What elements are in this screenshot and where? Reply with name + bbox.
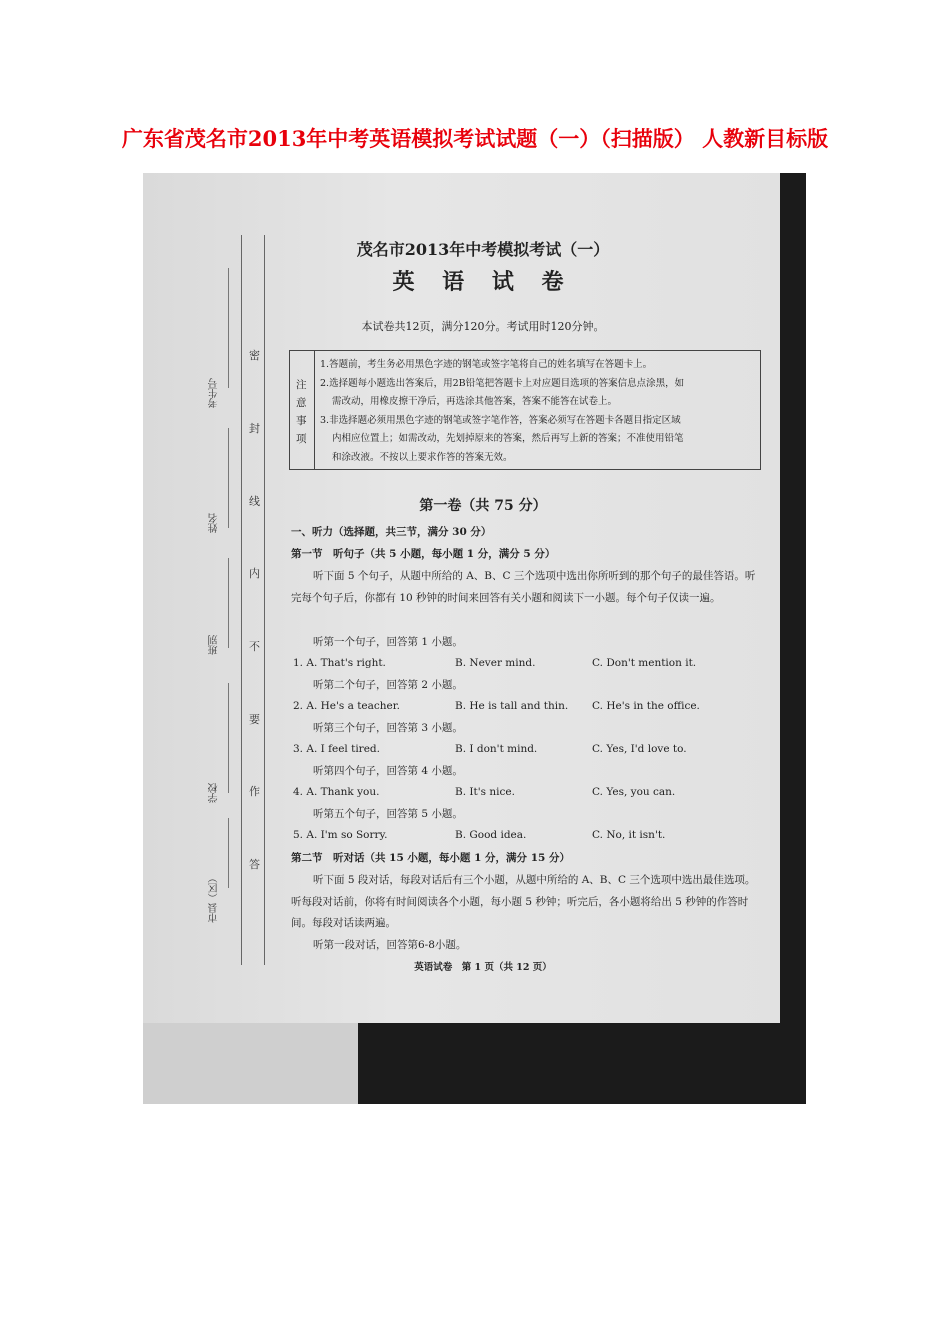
- field-label-school: 学校: [209, 783, 220, 803]
- option-a: 5. A. I'm so Sorry.: [293, 829, 388, 841]
- option-b: B. It's nice.: [455, 786, 515, 798]
- seal-char: 密: [249, 349, 260, 362]
- notice-rule-line: 内相应位置上；如需改动，先划掉原来的答案，然后再写上新的答案；不准使用铅笔: [332, 433, 684, 444]
- exam-title: 茂名市2013年中考模拟考试（一）: [356, 240, 610, 259]
- option-b: B. Never mind.: [455, 657, 536, 669]
- notice-rule-line: 1.答题前，考生务必用黑色字迹的钢笔或签字笔将自己的姓名填写在答题卡上。: [320, 359, 653, 370]
- field-label-student-number: 考生号: [209, 378, 220, 408]
- notice-label: [290, 351, 315, 469]
- section2-prompt: 听第一段对话，回答第6-8小题。: [313, 939, 467, 951]
- field-line-class: [228, 558, 229, 648]
- question-prompt: 听第一个句子，回答第 1 小题。: [313, 636, 463, 648]
- field-label-name: 姓名: [209, 513, 220, 533]
- option-b: B. Good idea.: [455, 829, 527, 841]
- seal-char: 不: [249, 640, 260, 653]
- field-line-school: [228, 683, 229, 793]
- notice-box: [289, 350, 761, 470]
- option-a: 4. A. Thank you.: [293, 786, 380, 798]
- page-footer: 英语试卷 第 1 页（共 12 页）: [414, 962, 552, 973]
- question-prompt: 听第三个句子，回答第 3 小题。: [313, 722, 463, 734]
- question-prompt: 听第四个句子，回答第 4 小题。: [313, 765, 463, 777]
- seal-char: 要: [249, 713, 260, 726]
- section2-heading: 第二节 听对话（共 15 小题，每小题 1 分，满分 15 分）: [291, 852, 570, 864]
- seal-char: 内: [249, 567, 260, 580]
- option-c: C. Yes, you can.: [592, 786, 676, 798]
- option-c: C. Don't mention it.: [592, 657, 697, 669]
- notice-label-char: 注: [296, 379, 307, 391]
- notice-rule-line: 需改动，用橡皮擦干净后，再选涂其他答案，答案不能答在试卷上。: [332, 396, 618, 407]
- option-a: 3. A. I feel tired.: [293, 743, 380, 755]
- option-b: B. He is tall and thin.: [455, 700, 569, 712]
- binding-line-left: [241, 235, 242, 965]
- document-title: 广东省茂名市2013年中考英语模拟考试试题（一）（扫描版） 人教新目标版: [121, 126, 829, 151]
- option-b: B. I don't mind.: [455, 743, 538, 755]
- scanned-exam-image: [143, 173, 806, 1104]
- option-c: C. He's in the office.: [592, 700, 700, 712]
- field-line-student-number: [228, 268, 229, 388]
- volume-title: 第一卷（共 75 分）: [419, 498, 547, 514]
- question-prompt: 听第二个句子，回答第 2 小题。: [313, 679, 463, 691]
- section1-heading: 第一节 听句子（共 5 小题，每小题 1 分，满分 5 分）: [291, 548, 556, 560]
- notice-rule-line: 和涂改液。不按以上要求作答的答案无效。: [332, 451, 513, 463]
- exam-subject: 英 语 试 卷: [392, 269, 574, 295]
- option-a: 2. A. He's a teacher.: [293, 700, 400, 712]
- exam-info: 本试卷共12页，满分120分。考试用时120分钟。: [361, 320, 605, 333]
- field-label-county: 市县（区）: [209, 873, 220, 923]
- exam-paper: [143, 173, 780, 1023]
- option-a: 1. A. That's right.: [293, 657, 386, 669]
- binding-line-right: [264, 235, 265, 965]
- notice-label-char: 项: [296, 433, 307, 445]
- question-prompt: 听第五个句子，回答第 5 小题。: [313, 808, 463, 820]
- notice-rules: [320, 356, 756, 467]
- field-line-name: [228, 428, 229, 528]
- option-c: C. No, it isn't.: [592, 829, 666, 841]
- notice-rule-line: 2.选择题每小题选出答案后，用2B铅笔把答题卡上对应题目选项的答案信息点涂黑，如: [320, 377, 685, 389]
- section2-instructions: 听下面 5 段对话，每段对话后有三个小题，从题中所给的 A、B、C 三个选项中选出最佳选项。听每段对话前，你将有时间阅读各个小题，每小题 5 秒钟；听完后，各小题将给出 5 秒钟的作答时间。每段对话读两遍。: [291, 874, 756, 929]
- part1-heading: 一、听力（选择题，共三节，满分 30 分）: [291, 526, 492, 538]
- seal-char: 作: [249, 785, 260, 798]
- notice-label-char: 事: [296, 415, 307, 427]
- section1-instructions: 听下面 5 个句子，从题中所给的 A、B、C 三个选项中选出你所听到的那个句子的最佳答语。听完每个句子后，你都有 10 秒钟的时间来回答有关小题和阅读下一小题。每个句子仅读一遍。: [291, 570, 756, 604]
- seal-char: 答: [249, 858, 260, 871]
- field-line-county: [228, 818, 229, 888]
- notice-rule-line: 3.非选择题必须用黑色字迹的钢笔或签字笔作答，答案必须写在答题卡各题目指定区域: [320, 414, 681, 426]
- seal-char: 封: [249, 422, 260, 435]
- notice-label-char: 意: [296, 397, 307, 409]
- option-c: C. Yes, I'd love to.: [592, 743, 687, 755]
- seal-char: 线: [249, 495, 260, 508]
- paper-bottom-strip: [143, 1023, 358, 1104]
- field-label-class: 班别: [209, 635, 220, 655]
